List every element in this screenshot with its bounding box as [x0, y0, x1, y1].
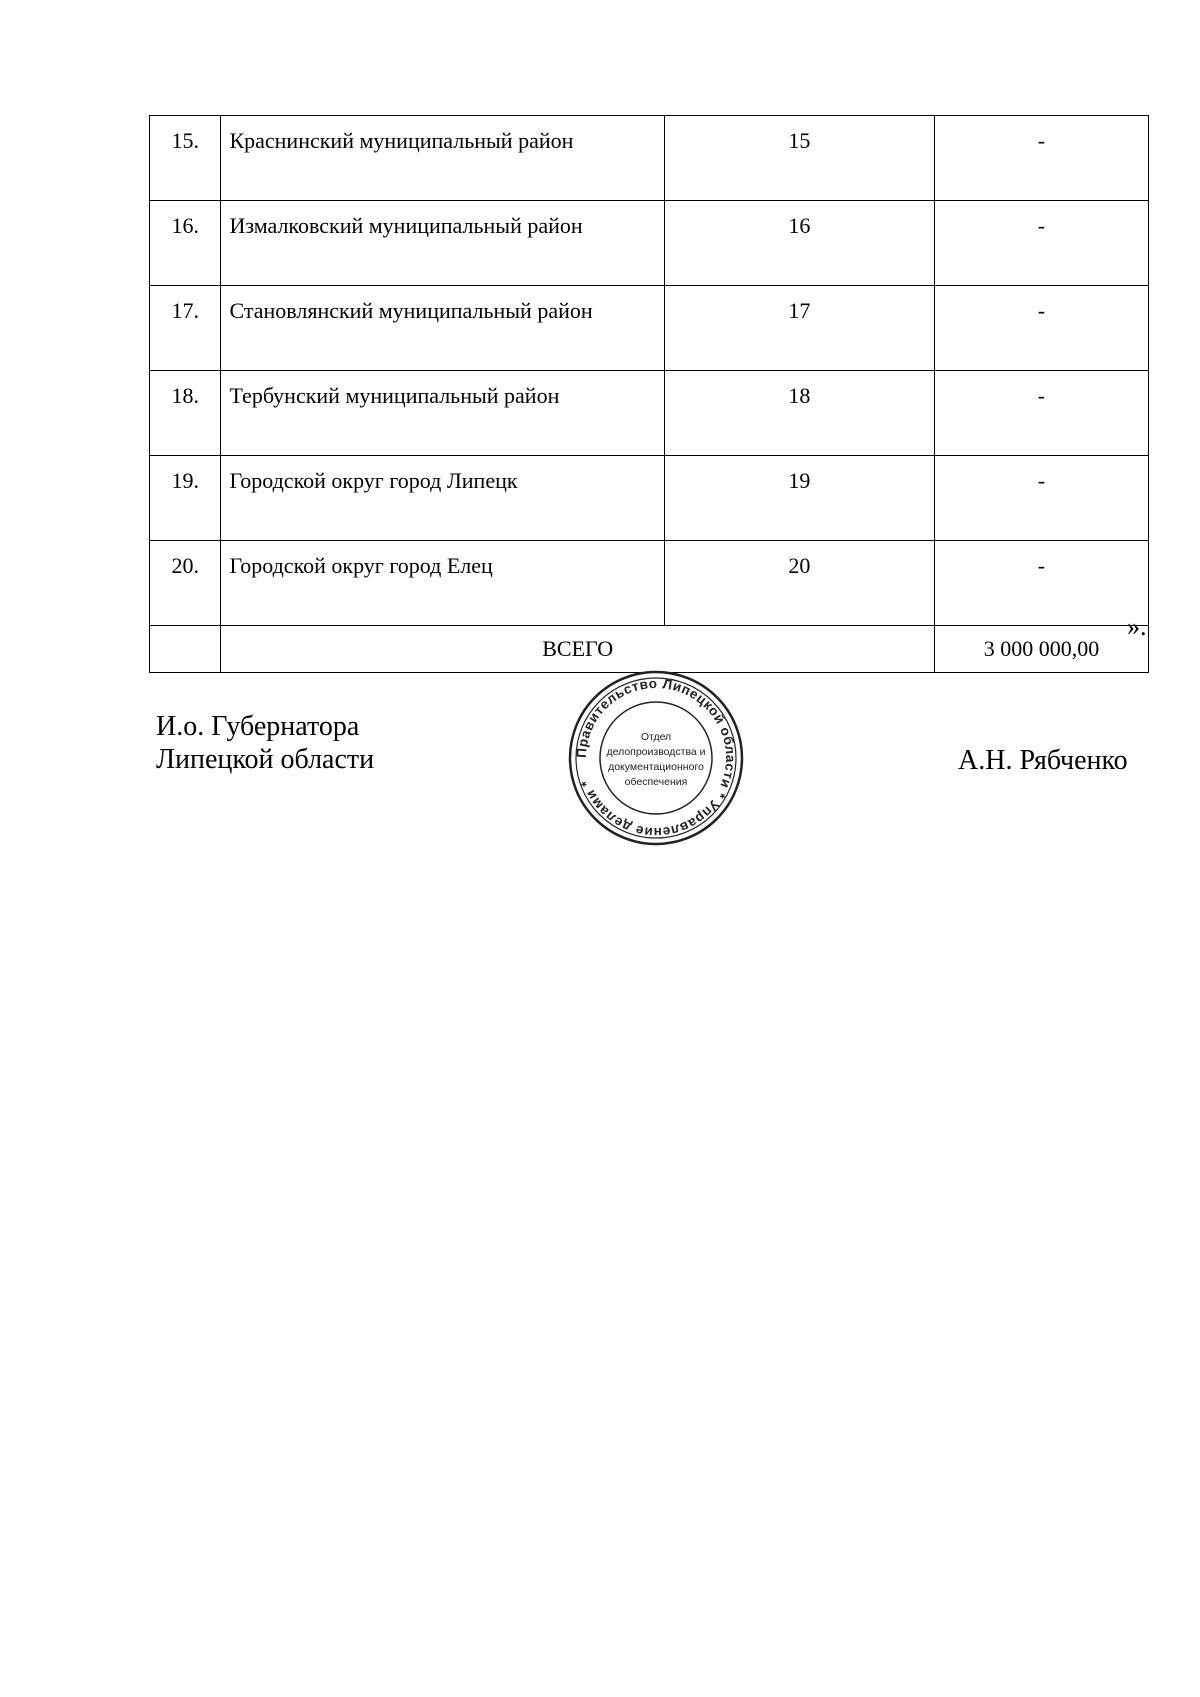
row-number: 19.: [150, 456, 221, 541]
table-row: [150, 286, 1149, 371]
total-amount: 3 000 000,00: [934, 626, 1148, 673]
row-number: 20.: [150, 541, 221, 626]
table-row: [150, 201, 1149, 286]
official-stamp: [566, 668, 746, 848]
table-row: [150, 456, 1149, 541]
row-number: 15.: [150, 116, 221, 201]
allocation-table: [149, 115, 1149, 673]
stamp-outer-ring: [570, 672, 742, 844]
row-number: 16.: [150, 201, 221, 286]
table-row: [150, 116, 1149, 201]
row-amount: -: [934, 286, 1148, 371]
municipality-name: Тербунский муниципальный район: [221, 371, 665, 456]
row-amount: -: [934, 456, 1148, 541]
signatory-position: [156, 710, 374, 776]
row-number: 18.: [150, 371, 221, 456]
row-code: 17: [664, 286, 934, 371]
row-code: 15: [664, 116, 934, 201]
row-amount: -: [934, 541, 1148, 626]
stamp-inner-line-3: документационного: [608, 761, 704, 773]
closing-quote: ».: [1127, 612, 1147, 641]
total-label: ВСЕГО: [221, 626, 934, 673]
row-amount: -: [934, 371, 1148, 456]
table-row: [150, 371, 1149, 456]
row-number: 17.: [150, 286, 221, 371]
municipality-name: Городской округ город Елец: [221, 541, 665, 626]
total-empty-cell: [150, 626, 221, 673]
municipality-name: Городской округ город Липецк: [221, 456, 665, 541]
stamp-inner-line-1: Отдел: [640, 731, 672, 743]
row-code: 16: [664, 201, 934, 286]
row-code: 18: [664, 371, 934, 456]
total-row: [150, 626, 1149, 673]
municipality-name: Измалковский муниципальный район: [221, 201, 665, 286]
position-line-1: И.о. Губернатора: [156, 711, 360, 742]
municipality-name: Краснинский муниципальный район: [221, 116, 665, 201]
row-code: 19: [664, 456, 934, 541]
stamp-inner-line-2: делопроизводства и: [606, 746, 706, 758]
stamp-inner-line-4: обеспечения: [624, 776, 688, 788]
table-row: [150, 541, 1149, 626]
municipality-name: Становлянский муниципальный район: [221, 286, 665, 371]
signatory-name: А.Н. Рябченко: [958, 745, 1128, 776]
row-amount: -: [934, 201, 1148, 286]
row-code: 20: [664, 541, 934, 626]
row-amount: -: [934, 116, 1148, 201]
stamp-inner-ring: [600, 702, 712, 814]
stamp-outer-text: Правительство Липецкой области * Управление делами *: [573, 675, 739, 841]
position-line-2: Липецкой области: [156, 744, 375, 775]
